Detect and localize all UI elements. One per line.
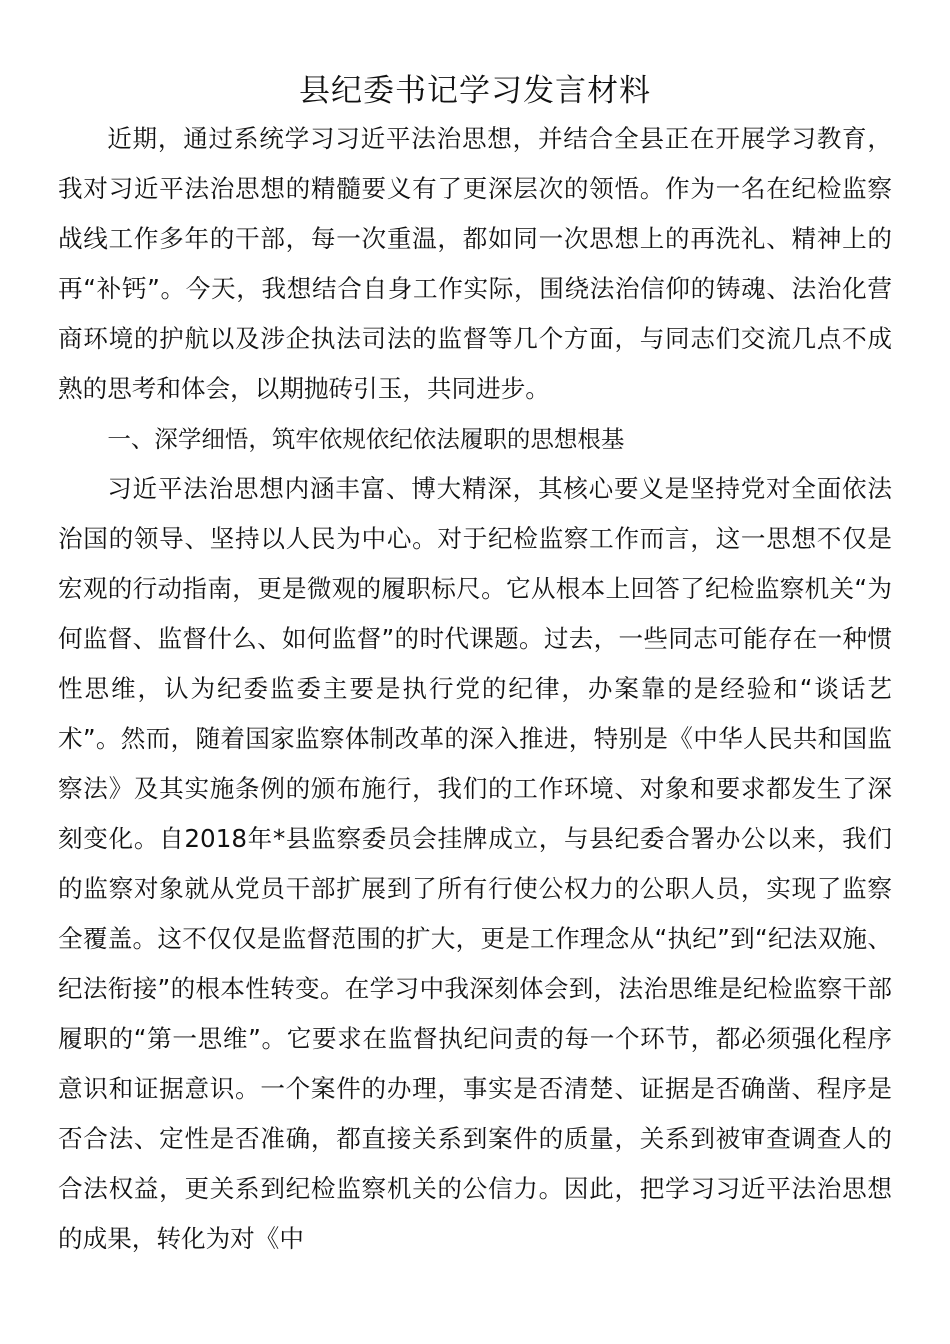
document-page [58, 68, 892, 1264]
section-paragraph: 习近平法治思想内涵丰富、博大精深，其核心要义是坚持党对全面依法治国的领导、坚持以人民为中心。对于纪检监察工作而言，这一思想不仅是宏观的行动指南，更是微观的履职标尺。它从根本上回答了纪检监察机关“为何监督、监督什么、如何监督”的时代课题。过去，一些同志可能存在一种惯性思维，认为纪委监委主要是执行党的纪律，办案靠的是经验和“谈话艺术”。然而，随着国家监察体制改革的深入推进，特别是《中华人民共和国监察法》及其实施条例的颁布施行，我们的工作环境、对象和要求都发生了深刻变化。自2018年*县监察委员会挂牌成立，与县纪委合署办公以来，我们的监察对象就从党员干部扩展到了所有行使公权力的公职人员，实现了监察全覆盖。这不仅仅是监督范围的扩大，更是工作理念从“执纪”到“纪法双施、纪法衔接”的根本性转变。在学习中我深刻体会到，法治思维是纪检监察干部履职的“第一思维”。它要求在监督执纪问责的每一个环节，都必须强化程序意识和证据意识。一个案件的办理，事实是否清楚、证据是否确凿、程序是否合法、定性是否准确，都直接关系到案件的质量，关系到被审查调查人的合法权益，更关系到纪检监察机关的公信力。因此，把学习习近平法治思想的成果，转化为对《中 [58, 474, 892, 1253]
document-title: 县纪委书记学习发言材料 [299, 73, 651, 109]
section-heading: 一、深学细悟，筑牢依规依纪依法履职的思想根基 [107, 425, 625, 453]
intro-paragraph: 近期，通过系统学习习近平法治思想，并结合全县正在开展学习教育，我对习近平法治思想的精髓要义有了更深层次的领悟。作为一名在纪检监察战线工作多年的干部，每一次重温，都如同一次思想上的再洗礼、精神上的再“补钙”。今天，我想结合自身工作实际，围绕法治信仰的铸魂、法治化营商环境的护航以及涉企执法司法的监督等几个方面，与同志们交流几点不成熟的思考和体会，以期抛砖引玉，共同进步。 [58, 124, 892, 403]
